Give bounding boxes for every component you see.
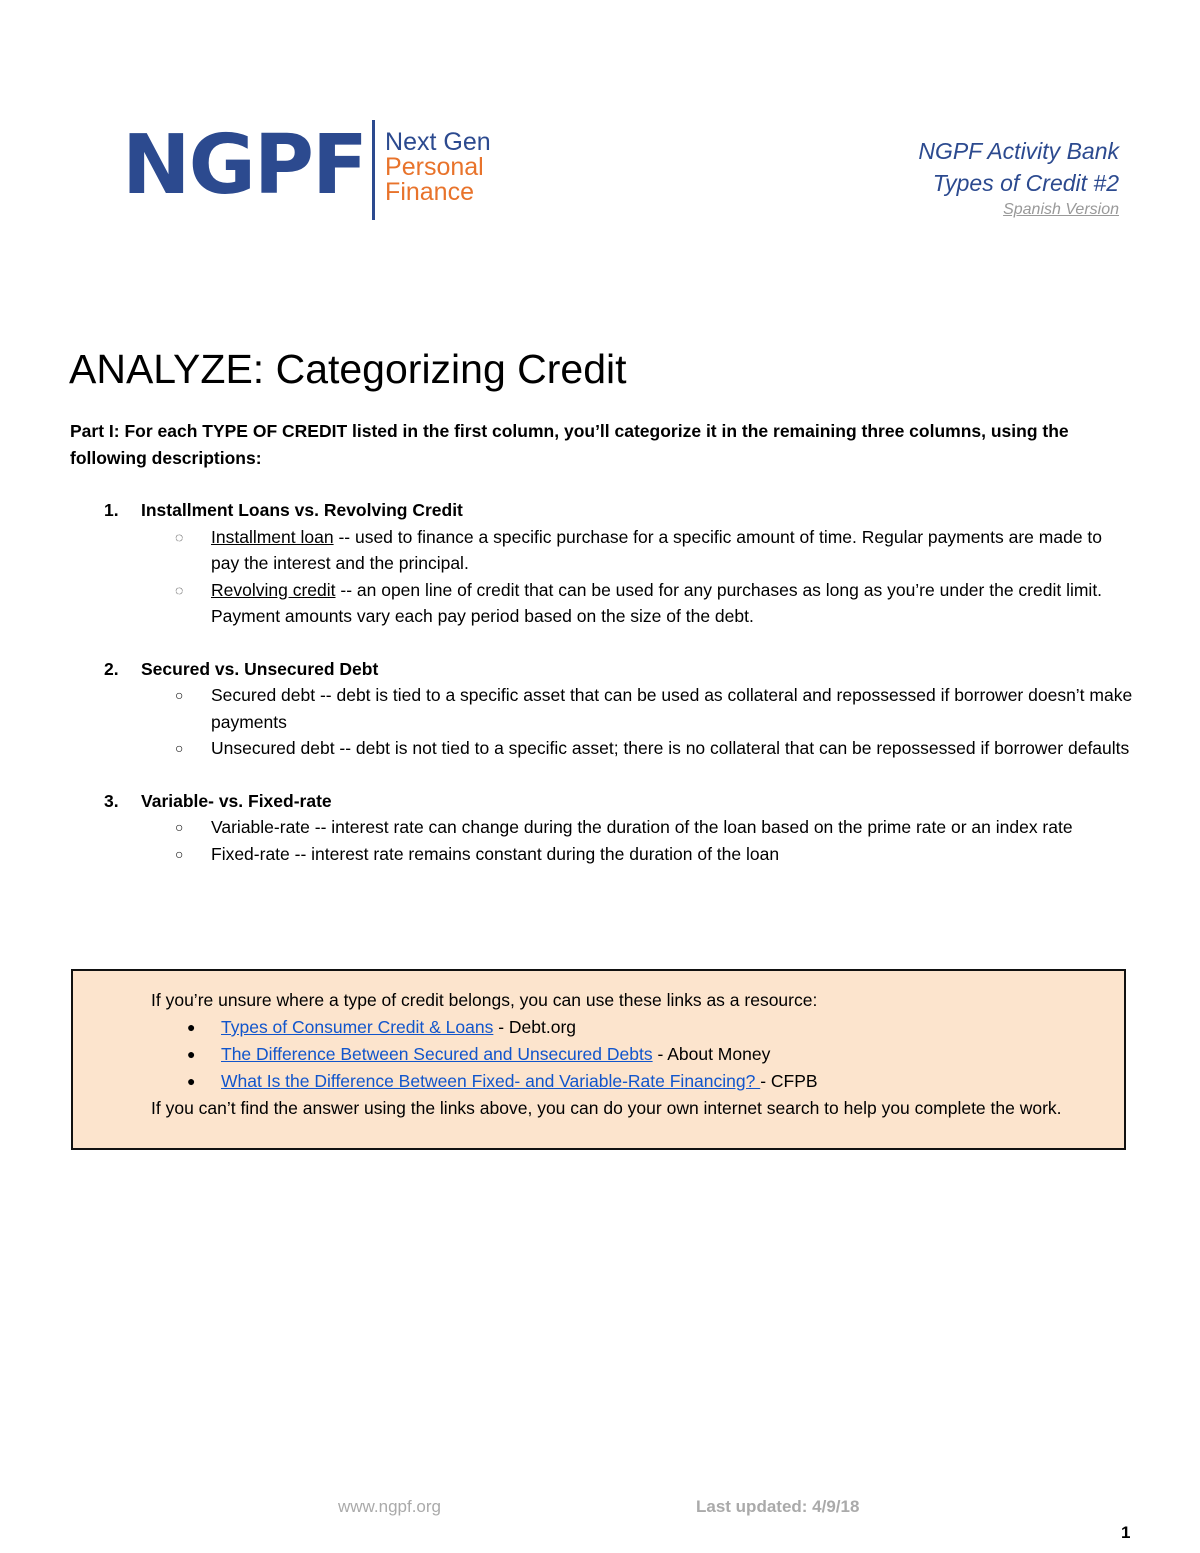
sub-list xyxy=(104,524,1134,630)
list-number: 2. xyxy=(104,658,119,679)
logo-divider xyxy=(372,120,375,220)
footer-url[interactable]: www.ngpf.org xyxy=(338,1497,441,1516)
term-definition: -- an open line of credit that can be used for any purchases as long as you’re under the credit limit. Payment amounts vary each pay period based on the size of the debt. xyxy=(211,579,1103,626)
logo-word-1: Next Gen xyxy=(385,128,491,156)
cfpb-link[interactable]: What Is the Difference Between Fixed- and Variable-Rate Financing? xyxy=(221,1071,761,1091)
about-money-link[interactable]: The Difference Between Secured and Unsecured Debts xyxy=(221,1044,653,1064)
term-definition: -- used to finance a specific purchase for a specific amount of time. Regular payments are made to pay the interest and the principal. xyxy=(211,526,1103,573)
section-heading: Secured vs. Unsecured Debt xyxy=(141,658,379,679)
list-item-2 xyxy=(104,656,1134,762)
list-number: 3. xyxy=(104,790,119,811)
section-heading: Variable- vs. Fixed-rate xyxy=(141,790,332,811)
spanish-version-link[interactable]: Spanish Version xyxy=(1003,201,1119,218)
section-heading: Installment Loans vs. Revolving Credit xyxy=(141,500,463,520)
resource-link-item xyxy=(187,1041,1111,1068)
sub-item xyxy=(175,524,1134,577)
circle-bullet-icon: ○ xyxy=(175,740,184,756)
resource-box-content xyxy=(151,987,1111,1122)
list-item-1 xyxy=(104,497,1134,630)
resource-link-item xyxy=(187,1068,1111,1095)
sub-item xyxy=(175,841,1134,868)
page-number: 1 xyxy=(1121,1523,1131,1542)
resource-closing: If you can’t find the answer using the links above, you can do your own internet search to help you complete the work. xyxy=(151,1098,1062,1118)
circle-bullet-icon: ○ xyxy=(175,687,184,703)
activity-name: Types of Credit #2 xyxy=(932,170,1119,196)
dotted-circle-bullet-icon: ◌ xyxy=(175,528,184,545)
footer-last-updated: Last updated: 4/9/18 xyxy=(696,1497,860,1516)
link-source: - Debt.org xyxy=(493,1017,577,1037)
logo-word-3: Finance xyxy=(385,178,474,206)
page-title: ANALYZE: Categorizing Credit xyxy=(69,346,627,392)
bullet-icon: ● xyxy=(187,1073,196,1089)
term-label: Revolving credit xyxy=(211,579,336,600)
dotted-circle-bullet-icon: ◌ xyxy=(175,581,184,598)
list-item-3 xyxy=(104,788,1134,868)
circle-bullet-icon: ○ xyxy=(175,845,184,862)
resource-link-item xyxy=(187,1014,1111,1041)
list-number: 1. xyxy=(104,500,119,520)
sub-list xyxy=(104,682,1134,762)
link-source: - CFPB xyxy=(760,1071,818,1091)
sub-item xyxy=(175,735,1134,762)
ngpf-logo xyxy=(122,120,491,220)
activity-bank-label: NGPF Activity Bank xyxy=(918,138,1119,164)
logo-word-2: Personal xyxy=(385,153,484,181)
term-definition: Secured debt -- debt is tied to a specific asset that can be used as collateral and repossessed if borrower doesn’t make payments xyxy=(211,685,1133,732)
bullet-icon: ● xyxy=(187,1046,196,1062)
category-list xyxy=(104,497,1134,893)
resource-lead: If you’re unsure where a type of credit belongs, you can use these links as a resource: xyxy=(151,990,818,1010)
header-info xyxy=(918,135,1119,221)
term-label: Installment loan xyxy=(211,526,334,547)
instructions: Part I: For each TYPE OF CREDIT listed in the first column, you’ll categorize it in the remaining three columns, using the following descriptions: xyxy=(70,421,1069,468)
sub-item xyxy=(175,682,1134,735)
sub-item xyxy=(175,814,1134,841)
logo-mark: NGPF xyxy=(122,118,367,213)
term-definition: Variable-rate -- interest rate can change during the duration of the loan based on the prime rate or an index rate xyxy=(211,817,1073,837)
logo-wordmark xyxy=(385,130,491,205)
term-definition: Unsecured debt -- debt is not tied to a specific asset; there is no collateral that can be repossessed if borrower defaults xyxy=(211,738,1130,758)
debt-org-link[interactable]: Types of Consumer Credit & Loans xyxy=(221,1017,494,1037)
bullet-icon: ● xyxy=(187,1019,196,1035)
resource-links xyxy=(151,1014,1111,1095)
sub-list xyxy=(104,814,1134,867)
sub-item xyxy=(175,577,1134,630)
term-definition: Fixed-rate -- interest rate remains constant during the duration of the loan xyxy=(211,843,780,864)
link-source: - About Money xyxy=(652,1044,771,1064)
circle-bullet-icon: ○ xyxy=(175,819,184,835)
resource-box xyxy=(71,969,1126,1150)
